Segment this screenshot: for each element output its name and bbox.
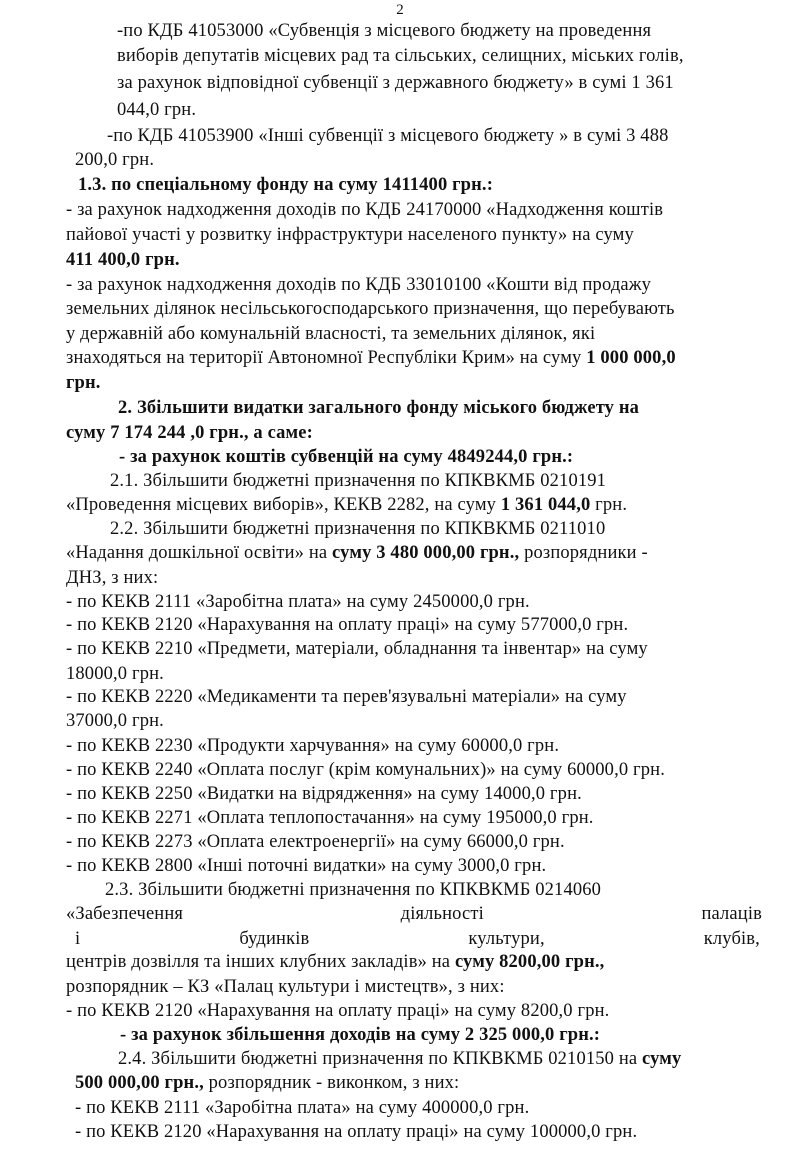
text-line: грн. — [66, 373, 101, 393]
text-line — [66, 951, 604, 973]
amount: суму 8200,00 грн., — [454, 952, 605, 972]
list-item: - по КЕКВ 2273 «Оплата електроенергії» на суму 66000,0 грн. — [66, 832, 565, 852]
amount: 1 361 044,0 — [500, 495, 591, 515]
text-line: ДНЗ, з них: — [66, 568, 159, 588]
list-item-cont: 37000,0 грн. — [66, 711, 164, 731]
section-heading-cont: суму 7 174 244 ,0 грн., а саме: — [66, 423, 313, 443]
list-item: - по КЕКВ 2120 «Нарахування на оплату праці» на суму 577000,0 грн. — [66, 615, 629, 635]
text-part: розпорядник - виконком, з них: — [203, 1073, 460, 1093]
text-part: «Надання дошкільної освіти» на — [66, 543, 333, 563]
text-line: - за рахунок надходження доходів по КДБ 24170000 «Надходження коштів — [66, 200, 664, 220]
text-part: розпорядники - — [519, 543, 648, 563]
text-part: знаходяться на території Автономної Республіки Крим» на суму — [66, 348, 587, 368]
list-item-cont: 18000,0 грн. — [66, 664, 164, 684]
word: «Забезпечення — [66, 904, 184, 924]
text-part: грн. — [590, 495, 628, 515]
text-line: 2.2. Збільшити бюджетні призначення по КПКВКМБ 0211010 — [110, 519, 606, 539]
text-part: «Проведення місцевих виборів», КЕКВ 2282, на суму — [66, 495, 501, 515]
list-item: - по КЕКВ 2111 «Заробітна плата» на суму 2450000,0 грн. — [66, 592, 530, 612]
text-line: -по КДБ 41053900 «Інші субвенції з місцевого бюджету » в сумі 3 488 — [107, 126, 669, 146]
text-line: за рахунок відповідної субвенції з державного бюджету» в сумі 1 361 — [117, 73, 674, 93]
text-line: 2.3. Збільшити бюджетні призначення по КПКВКМБ 0214060 — [105, 880, 602, 900]
section-heading: 2. Збільшити видатки загального фонду міського бюджету на — [118, 398, 640, 418]
list-item: - по КЕКВ 2210 «Предмети, матеріали, обладнання та інвентар» на суму — [66, 639, 648, 659]
list-item: - по КЕКВ 2230 «Продукти харчування» на суму 60000,0 грн. — [66, 736, 560, 756]
list-item: - по КЕКВ 2271 «Оплата теплопостачання» на суму 195000,0 грн. — [66, 808, 594, 828]
text-line: земельних ділянок несільськогосподарського призначення, що перебувають — [66, 299, 675, 319]
word: будинків — [239, 929, 310, 949]
word: діяльності — [400, 904, 484, 924]
text-line: виборів депутатів місцевих рад та сільських, селищних, міських голів, — [117, 46, 684, 66]
text-line: пайової участі у розвитку інфраструктури населеного пункту» на суму — [66, 225, 634, 245]
amount: 500 000,00 грн., — [75, 1073, 204, 1093]
text-line — [66, 542, 648, 564]
list-item: - по КЕКВ 2120 «Нарахування на оплату праці» на суму 100000,0 грн. — [75, 1122, 638, 1142]
list-item: - по КЕКВ 2111 «Заробітна плата» на суму 400000,0 грн. — [75, 1098, 530, 1118]
text-line: - за рахунок надходження доходів по КДБ 33010100 «Кошти від продажу — [66, 275, 652, 295]
text-line: 200,0 грн. — [75, 150, 155, 170]
amount: 1 000 000,0 — [586, 348, 676, 368]
list-item: - по КЕКВ 2120 «Нарахування на оплату праці» на суму 8200,0 грн. — [66, 1001, 610, 1021]
text-line — [75, 928, 760, 950]
text-line — [118, 1048, 681, 1070]
text-part: 2.4. Збільшити бюджетні призначення по КПКВКМБ 0210150 на — [118, 1049, 643, 1069]
subsection-heading: - за рахунок збільшення доходів на суму 2 325 000,0 грн.: — [120, 1025, 601, 1045]
amount: суму 3 480 000,00 грн., — [332, 543, 520, 563]
text-line — [66, 903, 762, 925]
text-line — [75, 1072, 459, 1094]
amount: суму — [642, 1049, 682, 1069]
text-line: 044,0 грн. — [117, 100, 197, 120]
text-line: 2.1. Збільшити бюджетні призначення по КПКВКМБ 0210191 — [110, 471, 607, 491]
text-line — [66, 347, 676, 369]
word: клубів, — [703, 929, 760, 949]
list-item: - по КЕКВ 2220 «Медикаменти та перев'язувальні матеріали» на суму — [66, 687, 627, 707]
amount-line: 411 400,0 грн. — [66, 250, 180, 270]
text-part: центрів дозвілля та інших клубних закладів» на — [66, 952, 455, 972]
page-number: 2 — [396, 2, 404, 18]
word: палаців — [701, 904, 762, 924]
text-line: розпорядник – КЗ «Палац культури і мистецтв», з них: — [66, 977, 505, 997]
list-item: - по КЕКВ 2240 «Оплата послуг (крім комунальних)» на суму 60000,0 грн. — [66, 760, 665, 780]
text-line — [66, 494, 627, 516]
text-line: у державній або комунальній власності, та земельних ділянок, які — [66, 324, 596, 344]
text-line: -по КДБ 41053000 «Субвенція з місцевого бюджету на проведення — [117, 21, 652, 41]
list-item: - по КЕКВ 2800 «Інші поточні видатки» на суму 3000,0 грн. — [66, 856, 547, 876]
list-item: - по КЕКВ 2250 «Видатки на відрядження» на суму 14000,0 грн. — [66, 784, 582, 804]
word: культури, — [468, 929, 545, 949]
section-heading: 1.3. по спеціальному фонду на суму 1411400 грн.: — [78, 175, 494, 195]
subsection-heading: - за рахунок коштів субвенцій на суму 4849244,0 грн.: — [119, 447, 574, 467]
word: і — [75, 929, 81, 949]
